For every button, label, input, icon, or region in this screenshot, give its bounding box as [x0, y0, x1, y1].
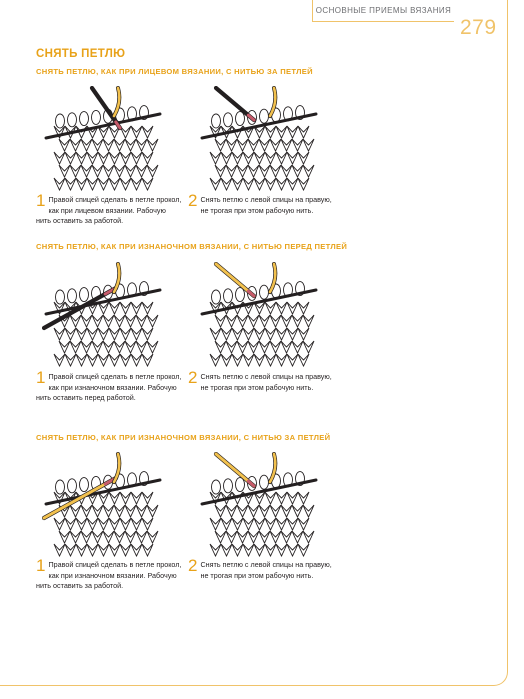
step-number: 1	[36, 368, 46, 387]
running-head: ОСНОВНЫЕ ПРИЕМЫ ВЯЗАНИЯ	[312, 0, 454, 22]
block-2-step-1	[36, 368, 182, 404]
step-number: 1	[36, 556, 46, 575]
section-title: СНЯТЬ ПЕТЛЮ	[36, 48, 126, 60]
block-1-step-1	[36, 191, 182, 227]
step-text: Снять петлю с левой спицы на правую, не трогая при этом рабочую нить.	[200, 560, 332, 580]
step-text: Снять петлю с левой спицы на правую, не трогая при этом рабочую нить.	[200, 372, 332, 392]
page-number: 279	[460, 16, 497, 39]
step-text: Правой спицей сделать в петле прокол, как при изнаночном вязании. Рабочую нить оставить за работой.	[36, 560, 182, 591]
block-1-title: СНЯТЬ ПЕТЛЮ, КАК ПРИ ЛИЦЕВОМ ВЯЗАНИИ, С НИТЬЮ ЗА ПЕТЛЕЙ	[36, 67, 313, 76]
step-text: Правой спицей сделать в петле прокол, как при лицевом вязании. Рабочую нить оставить за работой.	[36, 195, 182, 226]
step-number: 2	[188, 191, 198, 210]
step-number: 2	[188, 556, 198, 575]
illustration-block-1-step-2	[198, 86, 328, 194]
block-1-step-2	[188, 191, 334, 216]
illustration-block-2-step-1	[42, 262, 172, 370]
illustration-block-2-step-2	[198, 262, 328, 370]
block-3-step-2	[188, 556, 334, 581]
block-2-step-2	[188, 368, 334, 393]
step-number: 1	[36, 191, 46, 210]
illustration-block-3-step-2	[198, 452, 328, 560]
illustration-block-3-step-1	[42, 452, 172, 560]
block-2-title: СНЯТЬ ПЕТЛЮ, КАК ПРИ ИЗНАНОЧНОМ ВЯЗАНИИ, С НИТЬЮ ПЕРЕД ПЕТЛЕЙ	[36, 242, 348, 251]
block-3-title: СНЯТЬ ПЕТЛЮ, КАК ПРИ ИЗНАНОЧНОМ ВЯЗАНИИ, С НИТЬЮ ЗА ПЕТЛЕЙ	[36, 433, 331, 442]
step-text: Правой спицей сделать в петле прокол, как при изнаночном вязании. Рабочую нить оставить перед работой.	[36, 372, 182, 403]
step-number: 2	[188, 368, 198, 387]
illustration-block-1-step-1	[42, 86, 172, 194]
block-3-step-1	[36, 556, 182, 592]
step-text: Снять петлю с левой спицы на правую, не трогая при этом рабочую нить.	[200, 195, 332, 215]
